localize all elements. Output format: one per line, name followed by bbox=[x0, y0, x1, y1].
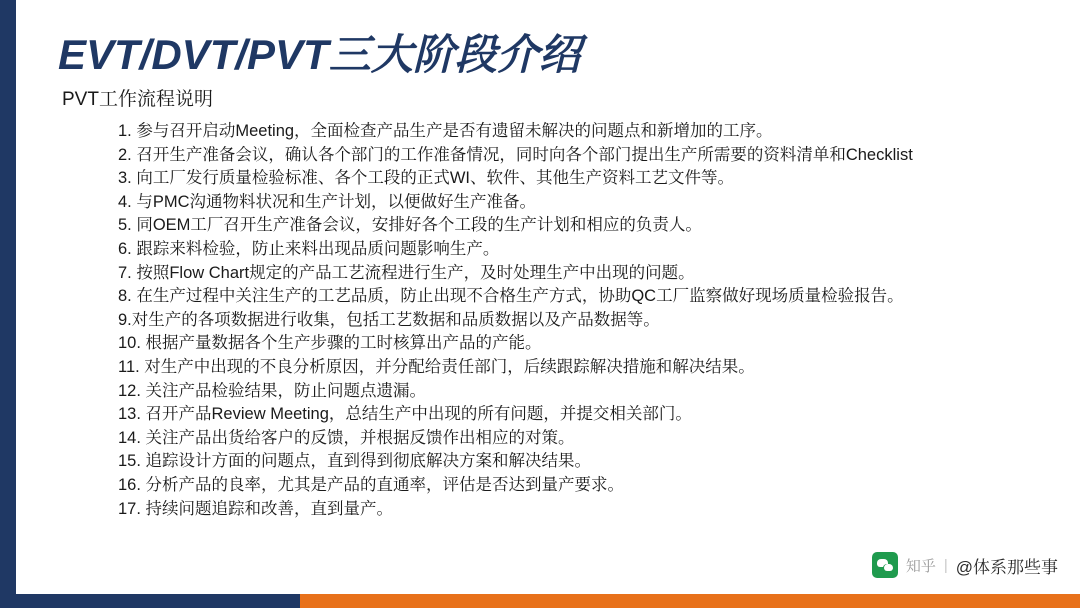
watermark bbox=[872, 552, 1058, 578]
list-item: 10. 根据产量数据各个生产步骤的工时核算出产品的产能。 bbox=[118, 334, 542, 353]
page-title: EVT/DVT/PVT三大阶段介绍 bbox=[58, 31, 581, 78]
page-subtitle: PVT工作流程说明 bbox=[62, 89, 213, 110]
list-item: 2. 召开生产准备会议，确认各个部门的工作准备情况，同时向各个部门提出生产所需要的资料清单和Checklist bbox=[118, 145, 913, 164]
list-item: 12. 关注产品检验结果，防止问题点遗漏。 bbox=[118, 381, 427, 400]
list-item: 6. 跟踪来料检验，防止来料出现品质问题影响生产。 bbox=[118, 239, 500, 258]
watermark-source: 知乎 bbox=[905, 557, 936, 575]
list-item: 17. 持续问题追踪和改善，直到量产。 bbox=[118, 499, 394, 518]
list-item: 1. 参与召开启动Meeting，全面检查产品生产是否有遗留未解决的问题点和新增加的工序。 bbox=[118, 122, 773, 140]
list-item: 15. 追踪设计方面的问题点，直到得到彻底解决方案和解决结果。 bbox=[118, 452, 592, 471]
list-item: 14. 关注产品出货给客户的反馈，并根据反馈作出相应的对策。 bbox=[118, 428, 575, 447]
bottom-bar-blue bbox=[0, 594, 300, 608]
watermark-account: @体系那些事 bbox=[955, 557, 1058, 577]
list-item: 4. 与PMC沟通物料状况和生产计划，以便做好生产准备。 bbox=[118, 192, 537, 211]
list-item: 11. 对生产中出现的不良分析原因，并分配给责任部门，后续跟踪解决措施和解决结果。 bbox=[118, 357, 755, 376]
content-list bbox=[118, 120, 1048, 521]
wechat-logo-icon bbox=[872, 552, 898, 578]
list-item: 5. 同OEM工厂召开生产准备会议，安排好各个工段的生产计划和相应的负责人。 bbox=[118, 216, 702, 235]
list-item: 13. 召开产品Review Meeting，总结生产中出现的所有问题，并提交相关部门。 bbox=[118, 405, 692, 424]
list-item: 7. 按照Flow Chart规定的产品工艺流程进行生产，及时处理生产中出现的问题。 bbox=[118, 263, 695, 282]
list-item: 8. 在生产过程中关注生产的工艺品质，防止出现不合格生产方式，协助QC工厂监察做好现场质量检验报告。 bbox=[118, 287, 904, 306]
bottom-bar-orange bbox=[300, 594, 1080, 608]
list-item: 9.对生产的各项数据进行收集，包括工艺数据和品质数据以及产品数据等。 bbox=[118, 310, 660, 329]
watermark-separator: | bbox=[943, 556, 948, 574]
list-item: 3. 向工厂发行质量检验标准、各个工段的正式WI、软件、其他生产资料工艺文件等。 bbox=[118, 169, 735, 188]
left-accent-bar bbox=[0, 0, 16, 608]
list-item: 16. 分析产品的良率，尤其是产品的直通率，评估是否达到量产要求。 bbox=[118, 475, 625, 494]
